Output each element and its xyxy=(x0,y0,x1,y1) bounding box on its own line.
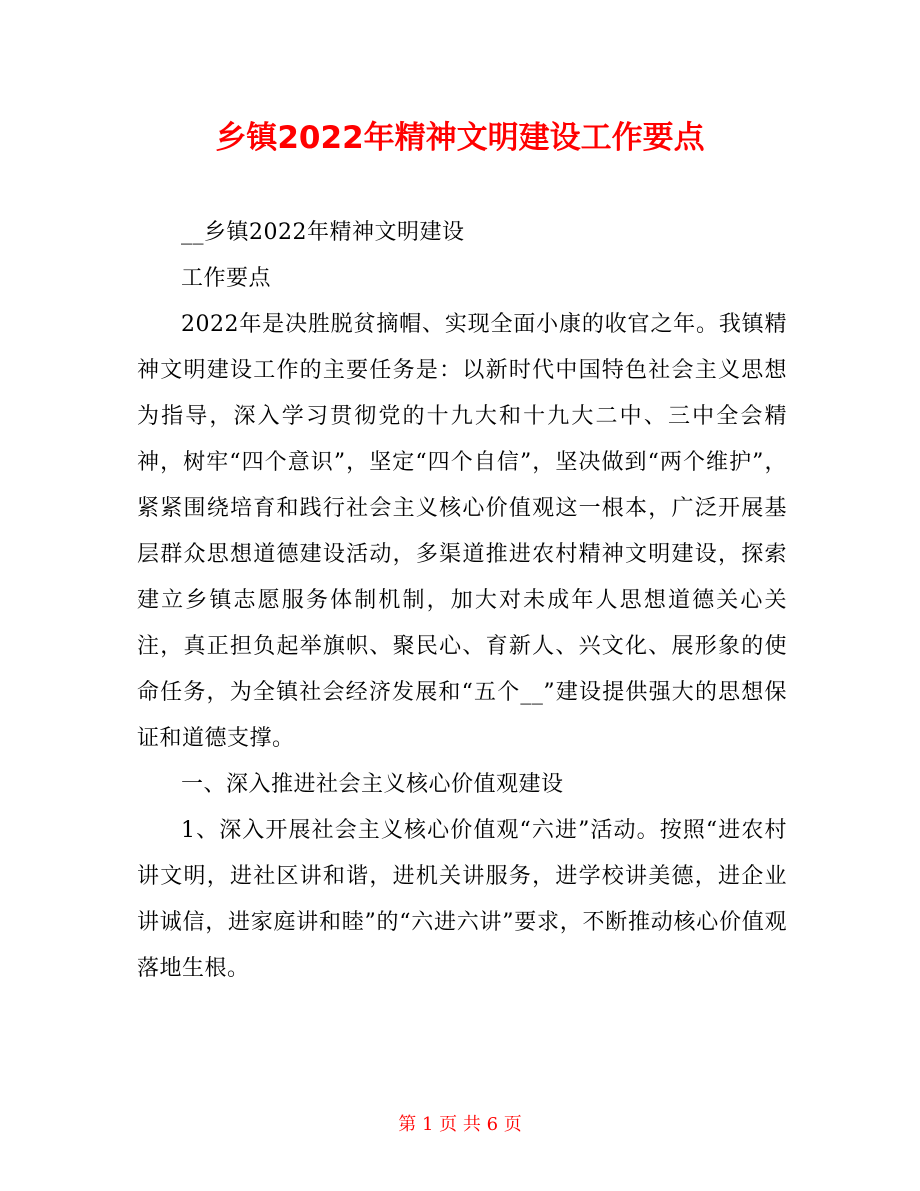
section-heading-1: 一、深入推进社会主义核心价值观建设 xyxy=(181,772,564,797)
document-title: 乡镇2022年精神文明建设工作要点 xyxy=(215,120,705,156)
document-body xyxy=(137,210,787,992)
paragraph-subtitle-line-1: __乡镇2022年精神文明建设 xyxy=(181,220,465,245)
paragraph-subtitle-line-2: 工作要点 xyxy=(181,266,272,291)
paragraph-intro: 2022年是决胜脱贫摘帽、实现全面小康的收官之年。我镇精神文明建设工作的主要任务是：以新时代中国特色社会主义思想为指导，深入学习贯彻党的十九大和十九大二中、三中全会精神，树牢“四个意识”，坚定“四个自信”，坚决做到“两个维护”，紧紧围绕培育和践行社会主义核心价值观这一根本，广泛开展基层群众思想道德建设活动，多渠道推进农村精神文明建设，探索建立乡镇志愿服务体制机制，加大对未成年人思想道德关心关注，真正担负起举旗帜、聚民心、育新人、兴文化、展形象的使命任务，为全镇社会经济发展和“五个__”建设提供强大的思想保证和道德支撑。 xyxy=(137,312,787,751)
page-number-footer: 第 1 页 共 6 页 xyxy=(398,1114,522,1135)
paragraph-item-1: 1、深入开展社会主义核心价值观“六进”活动。按照“进农村讲文明，进社区讲和谐，进机关讲服务，进学校讲美德，进企业讲诚信，进家庭讲和睦”的“六进六讲”要求，不断推动核心价值观落地生根。 xyxy=(137,818,787,981)
